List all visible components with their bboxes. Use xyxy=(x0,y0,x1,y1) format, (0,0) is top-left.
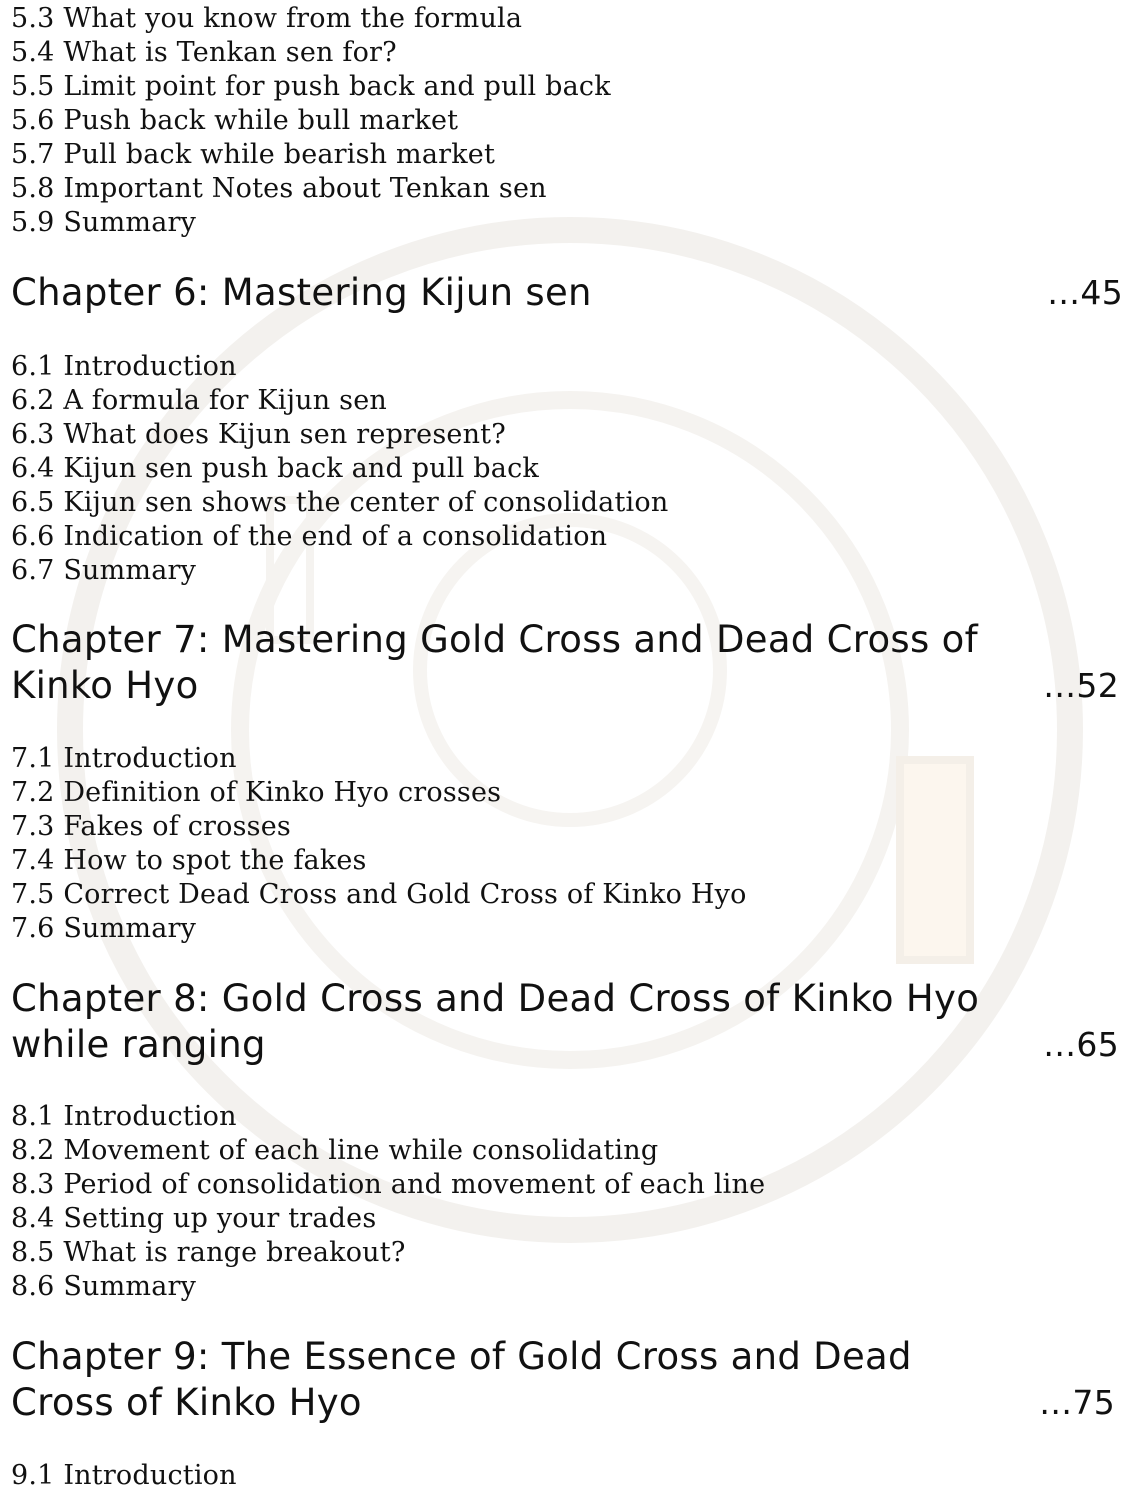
toc-section-link[interactable]: 8.1 Introduction xyxy=(11,1101,237,1132)
toc-section-link[interactable]: 7.5 Correct Dead Cross and Gold Cross of Kinko Hyo xyxy=(11,879,747,910)
toc-section-link[interactable]: 6.6 Indication of the end of a consolidation xyxy=(11,521,608,552)
chapter-title: Chapter 8: Gold Cross and Dead Cross of Kinko Hyo while ranging xyxy=(11,977,980,1066)
chapter-page-number: …45 xyxy=(1047,273,1123,312)
chapter-6-heading[interactable] xyxy=(11,270,1123,316)
chapter-page-number: …52 xyxy=(1043,666,1119,705)
toc-section-link[interactable]: 7.2 Definition of Kinko Hyo crosses xyxy=(11,777,502,808)
toc-section-link[interactable]: 5.7 Pull back while bearish market xyxy=(11,139,496,170)
toc-section-link[interactable]: 6.2 A formula for Kijun sen xyxy=(11,385,387,416)
chapter-title: Chapter 9: The Essence of Gold Cross and Dead Cross of Kinko Hyo xyxy=(11,1335,912,1424)
chapter-8-section-list xyxy=(11,1100,765,1304)
toc-section-link[interactable]: 8.2 Movement of each line while consolidating xyxy=(11,1135,659,1166)
toc-section-link[interactable]: 8.5 What is range breakout? xyxy=(11,1237,406,1268)
chapter-5-section-list xyxy=(11,2,611,240)
chapter-9-heading[interactable] xyxy=(11,1334,1115,1426)
toc-section-link[interactable]: 6.4 Kijun sen push back and pull back xyxy=(11,453,539,484)
toc-section-link[interactable]: 6.5 Kijun sen shows the center of consolidation xyxy=(11,487,669,518)
toc-section-link[interactable]: 5.3 What you know from the formula xyxy=(11,3,523,34)
toc-section-link[interactable]: 7.1 Introduction xyxy=(11,743,237,774)
chapter-6-section-list xyxy=(11,350,668,588)
chapter-8-heading[interactable] xyxy=(11,976,1119,1068)
chapter-title: Chapter 6: Mastering Kijun sen xyxy=(11,271,592,314)
toc-section-link[interactable]: 5.6 Push back while bull market xyxy=(11,105,459,136)
chapter-9-section-list xyxy=(11,1459,237,1493)
chapter-7-section-list xyxy=(11,742,747,946)
toc-section-link[interactable]: 6.3 What does Kijun sen represent? xyxy=(11,419,506,450)
toc-section-link[interactable]: 9.1 Introduction xyxy=(11,1460,237,1491)
chapter-7-heading[interactable] xyxy=(11,617,1119,709)
toc-section-link[interactable]: 5.4 What is Tenkan sen for? xyxy=(11,37,397,68)
toc-section-link[interactable]: 7.4 How to spot the fakes xyxy=(11,845,367,876)
toc-section-link[interactable]: 5.8 Important Notes about Tenkan sen xyxy=(11,173,547,204)
toc-section-link[interactable]: 5.9 Summary xyxy=(11,207,197,238)
chapter-page-number: …75 xyxy=(1039,1383,1115,1422)
toc-section-link[interactable]: 8.4 Setting up your trades xyxy=(11,1203,377,1234)
toc-section-link[interactable]: 8.3 Period of consolidation and movement of each line xyxy=(11,1169,766,1200)
chapter-page-number: …65 xyxy=(1043,1025,1119,1064)
toc-section-link[interactable]: 5.5 Limit point for push back and pull back xyxy=(11,71,611,102)
toc-section-link[interactable]: 6.7 Summary xyxy=(11,555,197,586)
toc-section-link[interactable]: 6.1 Introduction xyxy=(11,351,237,382)
toc-section-link[interactable]: 7.3 Fakes of crosses xyxy=(11,811,291,842)
toc-section-link[interactable]: 7.6 Summary xyxy=(11,913,197,944)
toc-section-link[interactable]: 8.6 Summary xyxy=(11,1271,197,1302)
chapter-title: Chapter 7: Mastering Gold Cross and Dead Cross of Kinko Hyo xyxy=(11,618,978,707)
